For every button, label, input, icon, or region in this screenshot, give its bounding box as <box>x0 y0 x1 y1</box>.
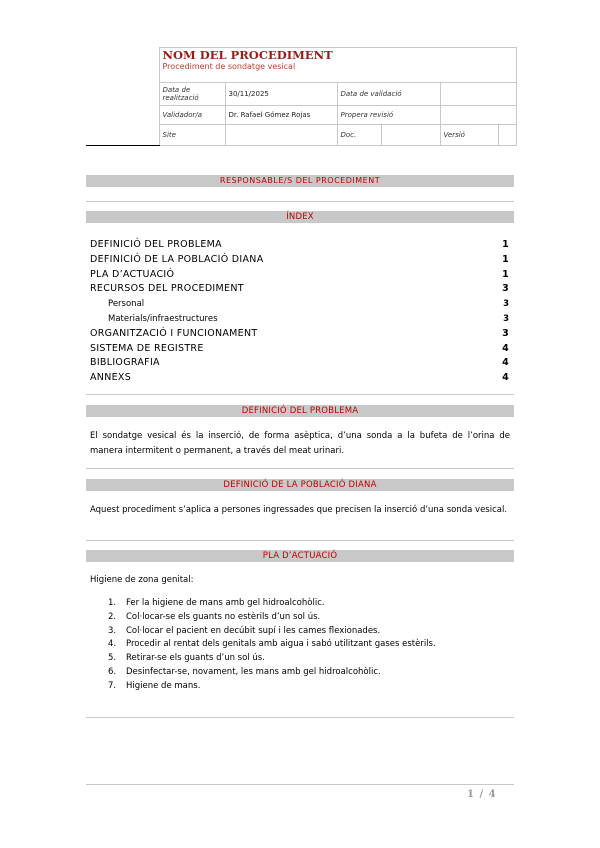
list-item: 6. Desinfectar-se, novament, les mans amb gel hidroalcohòlic. <box>108 666 381 677</box>
section-index: ÍNDEX <box>86 211 514 223</box>
procedure-title: NOM DEL PROCEDIMENT <box>159 48 516 63</box>
toc-item[interactable]: RECURSOS DEL PROCEDIMENT 3 <box>90 283 509 295</box>
toc-item[interactable]: SISTEMA DE REGISTRE 4 <box>90 342 509 354</box>
divider <box>86 717 514 718</box>
section-definicio: DEFINICIÓ DEL PROBLEMA <box>86 405 514 417</box>
section-pla: PLA D’ACTUACIÓ <box>86 550 514 562</box>
table-of-contents <box>90 238 510 386</box>
toc-item[interactable]: ANNEXS 4 <box>90 372 509 384</box>
doc-value <box>381 125 440 146</box>
divider <box>86 201 514 202</box>
poblacio-text: Aquest procediment s’aplica a persones ingressades que precisen la inserció d’una sonda vesical. <box>90 505 508 515</box>
toc-item[interactable]: BIBLIOGRAFIA 4 <box>90 357 509 369</box>
site-label: Site <box>159 125 225 146</box>
logo-area <box>86 48 159 146</box>
list-item: 5. Retirar-se els guants d’un sol ús. <box>108 653 265 664</box>
procedure-subtitle: Procediment de sondatge vesical <box>159 62 516 83</box>
next-review-label: Propera revisió <box>337 106 440 125</box>
date-created-value: 30/11/2025 <box>225 83 337 106</box>
toc-subitem[interactable]: Materials/infraestructures 3 <box>108 313 509 324</box>
divider <box>86 468 514 469</box>
validator-value: Dr. Rafael Gómez Rojas <box>225 106 337 125</box>
footer-divider <box>86 784 514 785</box>
divider <box>86 394 514 395</box>
toc-item[interactable]: ORGANITZACIÓ I FUNCIONAMENT 3 <box>90 327 509 339</box>
header-table <box>86 47 516 147</box>
toc-item[interactable]: PLA D’ACTUACIÓ 1 <box>90 268 509 280</box>
list-item: 1. Fer la higiene de mans amb gel hidroalcohòlic. <box>108 598 325 608</box>
toc-subitem[interactable]: Personal 3 <box>108 299 509 310</box>
validator-label: Validador/a <box>159 106 225 125</box>
date-created-label: Data de realització <box>159 83 225 106</box>
section-responsables: RESPONSABLE/S DEL PROCEDIMENT <box>86 175 514 187</box>
version-value <box>498 125 516 146</box>
toc-item[interactable]: DEFINICIÓ DEL PROBLEMA 1 <box>90 239 509 250</box>
section-poblacio: DEFINICIÓ DE LA POBLACIÓ DIANA <box>86 479 514 491</box>
doc-label: Doc. <box>337 125 381 146</box>
pla-intro: Higiene de zona genital: <box>90 575 194 585</box>
site-value <box>225 125 337 146</box>
definicio-text: El sondatge vesical és la inserció, de forma asèptica, d’una sonda a la bufeta de l’orina de manera intermitent o permanent, a través del meat urinari. <box>90 431 510 456</box>
list-item: 2. Col·locar-se els guants no estèrils d’un sol ús. <box>108 611 321 622</box>
list-item: 4. Procedir al rentat dels genitals amb aigua i sabó utilitzant gases estèrils. <box>108 639 436 650</box>
toc-item[interactable]: DEFINICIÓ DE LA POBLACIÓ DIANA 1 <box>90 253 509 265</box>
divider <box>86 540 514 541</box>
date-validation-label: Data de validació <box>337 83 440 106</box>
list-item: 7. Higiene de mans. <box>108 680 201 691</box>
next-review-value <box>440 106 516 125</box>
date-validation-value <box>440 83 516 106</box>
page-number: 1 / 4 <box>467 789 497 800</box>
version-label: Versió <box>440 125 498 146</box>
list-item: 3. Col·locar el pacient en decúbit supí i les cames flexionades. <box>108 625 381 636</box>
steps-list <box>108 597 508 694</box>
